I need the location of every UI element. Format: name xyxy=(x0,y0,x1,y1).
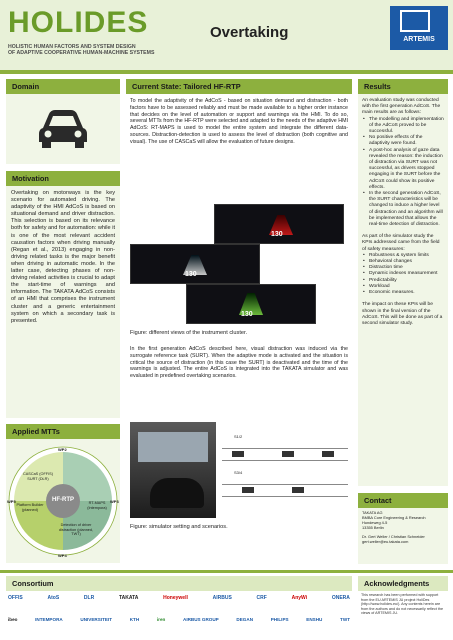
partner-logo: TAKATA xyxy=(118,595,139,601)
contact-line: Hundeweg 4-5 xyxy=(362,519,388,525)
scenario-label: S1/2 xyxy=(234,434,243,439)
list-item: • No positive effects of the adaptivity were found. xyxy=(362,135,444,147)
partner-logo: KTH xyxy=(129,617,140,622)
wp-label: WP4 xyxy=(58,553,67,558)
mtt-center-label: HF-RTP xyxy=(52,497,74,503)
contact-line: BMBA Core Engineering & Research xyxy=(362,514,426,520)
wp-label: WP3 xyxy=(110,499,119,504)
state-text-1: To model the adaptivity of the AdCoS - based on situation demand and distraction - both factors have to be assessed reliably and must be made available to a higher order instance that decides on the level of automation or support and warnings via the HMI. To do so, several MTTs from the HF-RTP were selected and adapted to the needs of the adaptive HMI AdCoS: RT-MAPS is used to model the entire system and integrate the different data-sources. Distraction-detection is used to assess the level of distraction (both cognitive and visual). The use of CASCaS will allow the evaluation of future designs. xyxy=(130,98,348,145)
results-outro: The impact on these KPIs will be shown in the final version of the AdCoS. This will be done as part of a second simulator study. xyxy=(362,302,443,326)
results-panel xyxy=(358,94,448,486)
partner-logo: CRF xyxy=(256,595,267,601)
domain-panel xyxy=(6,94,120,164)
motivation-text: Overtaking on motorways is the key scenario for automated driving. The adaptivity of the HMI AdCoS is based on situational demand and driver distraction. This selection is based on its relevance both for safety and for automation: while it is one of the most relevant accident causation factors when driving manually (Regan et al., 2013) engaging in non-driving related tasks is the major benefit when driving in automatic mode. In the latter case, detecting phases of non-driving related activities is crucial to adapt the start-time of warnings and information. The TAKATA AdCoS consists of an HMI that comprises the instrument cluster and a generic entertainment system on which a secondary task is presented. xyxy=(11,190,115,324)
partner-logo: AIRBUS GROUP xyxy=(183,617,219,622)
speed-readout: 130 xyxy=(241,311,253,318)
footer-divider xyxy=(0,570,453,573)
holides-logo xyxy=(8,6,168,62)
list-item: • In the second generation AdCoS, the SURT characteristics will be changed to induce a higher level of distraction and an algorithm will be implemented that allows the real-time detection of distraction. xyxy=(362,191,444,228)
mtt-segment-label: Detection of driver distraction (planned, TWT) xyxy=(58,523,94,537)
figure-caption-1: Figure: different views of the instrument cluster. xyxy=(130,330,248,336)
scenario-diagram-1 xyxy=(222,434,348,468)
mtt-segment-label: RT-MAPS (Intempora) xyxy=(87,501,107,510)
partner-logo: TWT xyxy=(340,617,350,622)
partner-logo: AIRBUS xyxy=(212,595,232,601)
contact-panel xyxy=(358,508,448,564)
consortium-heading: Consortium xyxy=(6,576,352,591)
list-item: • Behavioral changes xyxy=(362,259,444,265)
wp-label: WP2 xyxy=(58,447,67,452)
motivation-panel xyxy=(6,186,120,418)
mtts-heading: Applied MTTs xyxy=(6,424,120,439)
simulator-photo xyxy=(130,422,216,518)
wp-label: WP5 xyxy=(7,499,16,504)
mtt-segment-label: Platform Builder (planned) xyxy=(16,503,44,512)
domain-heading: Domain xyxy=(6,79,120,94)
partner-logo: AtoS xyxy=(47,595,60,601)
artemis-mark-icon xyxy=(400,10,430,32)
list-item: • Dynamic indexes measurement xyxy=(362,271,444,277)
speed-readout: 130 xyxy=(185,271,197,278)
logo-word: HOLIDES xyxy=(8,6,149,39)
results-list xyxy=(362,117,444,229)
contact-line: Dr. Gert Weller / Christian Schneider xyxy=(362,533,425,539)
page-title: Overtaking xyxy=(210,24,289,41)
kpi-intro: As part of the simulator study the KPIs addressed came from the field of safety measures: xyxy=(362,234,440,252)
mtt-segment-label: CASCaS (OFFIS) SURT (DLR) xyxy=(23,472,53,481)
state-panel xyxy=(126,94,352,564)
results-heading: Results xyxy=(358,79,448,94)
cluster-view-2 xyxy=(130,244,260,284)
list-item: • Predictability xyxy=(362,278,444,284)
list-item: • Robustness & system limits xyxy=(362,253,444,259)
logo-subtitle xyxy=(8,44,168,56)
list-item: • Workload xyxy=(362,284,444,290)
motivation-heading: Motivation xyxy=(6,171,120,186)
contact-email[interactable]: gert.weller@eu.takata.com xyxy=(362,538,409,544)
partner-logo: UNIVERSITEIT xyxy=(80,617,113,622)
results-intro: An evaluation study was conducted with the first generation AdCoS. The main results are as follows: xyxy=(362,98,441,116)
partner-logo: PHILIPS xyxy=(270,617,289,622)
contact-line: 13355 Berlin xyxy=(362,524,384,530)
partner-logo: DEGAN xyxy=(236,617,254,622)
partner-logo: ENSHU xyxy=(306,617,323,622)
poster-header xyxy=(0,0,453,70)
logo-subtitle-line1: HOLISTIC HUMAN FACTORS AND SYSTEM DESIGN xyxy=(8,44,136,50)
speed-readout: 130 xyxy=(271,231,283,238)
header-divider xyxy=(0,70,453,74)
list-item: • The modelling and implementation of the AdCoS proved to be successful. xyxy=(362,117,444,136)
ack-text: This research has been performed with support from the EU ARTEMIS JU project HoliDes (http://www.holides.eu/). Any contents herein are from the authors and do not necessarily reflect the views of ARTEMIS JU. xyxy=(361,593,443,616)
partner-logo: AnyWi xyxy=(291,595,308,601)
artemis-logo xyxy=(390,6,448,50)
logo-subtitle-line2: OF ADAPTIVE COOPERATIVE HUMAN-MACHINE SYSTEMS xyxy=(8,50,155,56)
ack-heading: Acknowledgments xyxy=(358,576,448,591)
partner-logo: iren xyxy=(156,617,166,622)
contact-heading: Contact xyxy=(358,493,448,508)
mtts-panel xyxy=(6,439,120,563)
cluster-view-3 xyxy=(186,284,316,324)
cluster-view-1 xyxy=(214,204,344,244)
state-heading: Current State: Tailored HF-RTP xyxy=(126,79,352,94)
kpi-list xyxy=(362,253,444,296)
state-text-2: In the first generation AdCoS described here, visual distraction was induced via the surrogate reference task (SURT). When the adaptive mode is activated and the situation is critical the source of distraction (in this case the SURT) is deactivated and the time of the warnings is adjusted. The entire AdCoS is integrated into the TAKATA simulator and was evaluated in predefined overtaking scenarios. xyxy=(130,346,348,380)
partner-logo: OFFIS xyxy=(8,595,23,601)
partner-logo: DLR xyxy=(83,595,95,601)
partner-logo: ibeo xyxy=(8,617,18,622)
partner-logo: ONERA xyxy=(331,595,350,601)
list-item: • Economic measures. xyxy=(362,290,444,296)
partner-logo: Honeywell xyxy=(163,595,188,601)
figure-caption-2: Figure: simulator setting and scenarios. xyxy=(130,524,228,530)
artemis-label: ARTEMIS xyxy=(403,36,435,43)
list-item: • Distraction time xyxy=(362,265,444,271)
scenario-diagram-2 xyxy=(222,470,348,504)
partner-logo: INTEMPORA xyxy=(35,617,63,622)
car-icon xyxy=(35,106,91,150)
contact-line: TAKATA AG xyxy=(362,510,383,515)
scenario-label: S3/4 xyxy=(234,470,243,475)
consortium-logos xyxy=(6,591,352,637)
list-item: • A post-hoc analysis of gaze data revealed the reason: the induction of distraction via SURT was not successful, as drivers stopped engaging in the SURT before the AdCoS could show its positive effects. xyxy=(362,148,444,191)
